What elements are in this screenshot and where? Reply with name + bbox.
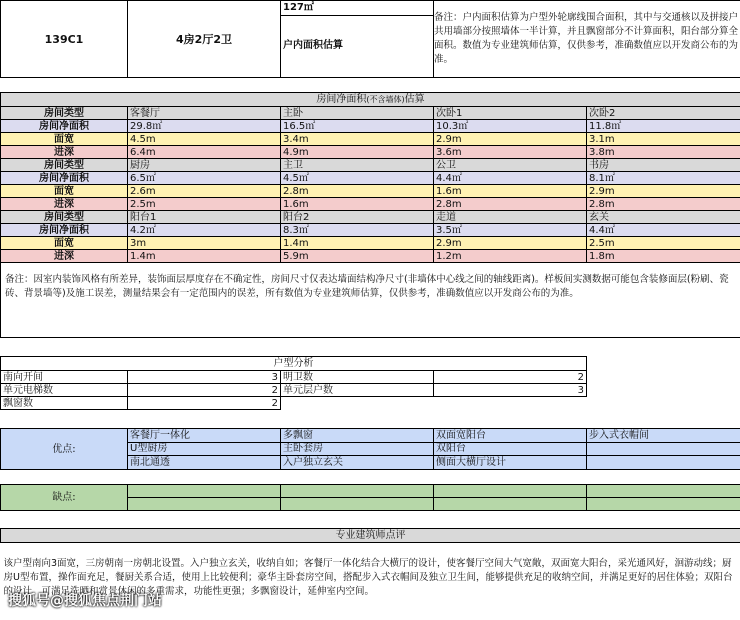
room-depth-row: 进深 6.4m 4.9m 3.6m 3.8m [1, 146, 740, 159]
analysis-row: 单元电梯数 2 单元层户数 3 [1, 384, 587, 397]
room-type-row: 房间类型 厨房 主卫 公卫 书房 [1, 159, 740, 172]
watermark: 搜狐号@搜狐焦点荆门站 [8, 590, 162, 610]
rooms-title: 房间净面积(不含墙体)估算 [1, 93, 740, 107]
rooms-note: 备注：因室内装饰风格有所差异，装饰面层厚度存在不确定性，房间尺寸仅表达墙面结构净尺寸(非墙体中心线之间的轴线距离)。样板间实测数据可能包含装修面层(粉刷、瓷砖、背景墙等)及施工误差，测量结果会有一定范围内的误差，所有数值为专业建筑师估算，仅供参考，准确数值应以开发商公布的为准。 [1, 263, 740, 338]
analysis-title: 户型分析 [1, 357, 587, 371]
room-type-row: 房间类型 阳台1 阳台2 走道 玄关 [1, 211, 740, 224]
analysis-row: 南向开间 3 明卫数 2 [1, 371, 587, 384]
room-width-row: 面宽 2.6m 2.8m 1.6m 2.9m [1, 185, 740, 198]
header-note: 备注：户内面积估算为户型外轮廓线围合面积，其中与交通核以及拼接户共用墙部分按照墙体一半计算，并且飘窗部分不计算面积，阳台部分算全面积。数值为专业建筑师估算，仅供参考，准确数值应以开发商公布的为准。 [434, 1, 740, 78]
room-area-row: 房间净面积 29.8㎡ 16.5㎡ 10.3㎡ 11.8㎡ [1, 120, 740, 133]
analysis-table [0, 356, 587, 410]
room-width-row: 面宽 3m 1.4m 2.9m 2.5m [1, 237, 740, 250]
room-depth-row: 进深 1.4m 5.9m 1.2m 1.8m [1, 250, 740, 263]
pros-label: 优点: [1, 429, 128, 470]
review-title: 专业建筑师点评 [1, 529, 740, 543]
unit-layout: 4房2厅2卫 [128, 1, 281, 78]
area-cell [281, 1, 434, 78]
room-area-row: 房间净面积 4.2㎡ 8.3㎡ 3.5㎡ 4.4㎡ [1, 224, 740, 237]
unit-code: 139C1 [1, 1, 128, 78]
cons-table [0, 484, 740, 511]
review-text: 该户型南向3面宽，三房朝南一房朝北设置。入户独立玄关，收纳自如；客餐厅一体化结合大横厅的设计，使客餐厅空间大气宽敞，双面宽大阳台，采光通风好，洄游动线；厨房U型布置，操作面充足，餐厨关系合适，使用上比较便利；豪华主卧套房空间，搭配步入式衣帽间及独立卫生间，能够提供充足的收纳空间，并满足更好的居住体验；双阳台的设计，可满足洗晒和赏景休闲的多重需求，功能性更强；多飘窗设计，延伸室内空间。 [1, 543, 740, 620]
pros-table: 优点: 客餐厅一体化 多飘窗 双面宽阳台 步入式衣帽间 U型厨房 主卧套房 双阳台 南北通透 入户独立玄关 侧面大横厅设计 [0, 428, 740, 470]
analysis-row: 飘窗数 2 [1, 397, 587, 410]
room-type-row: 房间类型 客餐厅 主卧 次卧1 次卧2 [1, 107, 740, 120]
room-area-row: 房间净面积 6.5㎡ 4.5㎡ 4.4㎡ 8.1㎡ [1, 172, 740, 185]
area-value: 127㎡ [281, 1, 433, 16]
area-label: 户内面积估算 [281, 16, 433, 76]
cons-label: 缺点: [1, 485, 128, 511]
header-table [0, 0, 740, 78]
rooms-table [0, 92, 740, 338]
room-width-row: 面宽 4.5m 3.4m 2.9m 3.1m [1, 133, 740, 146]
room-depth-row: 进深 2.5m 1.6m 2.8m 2.8m [1, 198, 740, 211]
